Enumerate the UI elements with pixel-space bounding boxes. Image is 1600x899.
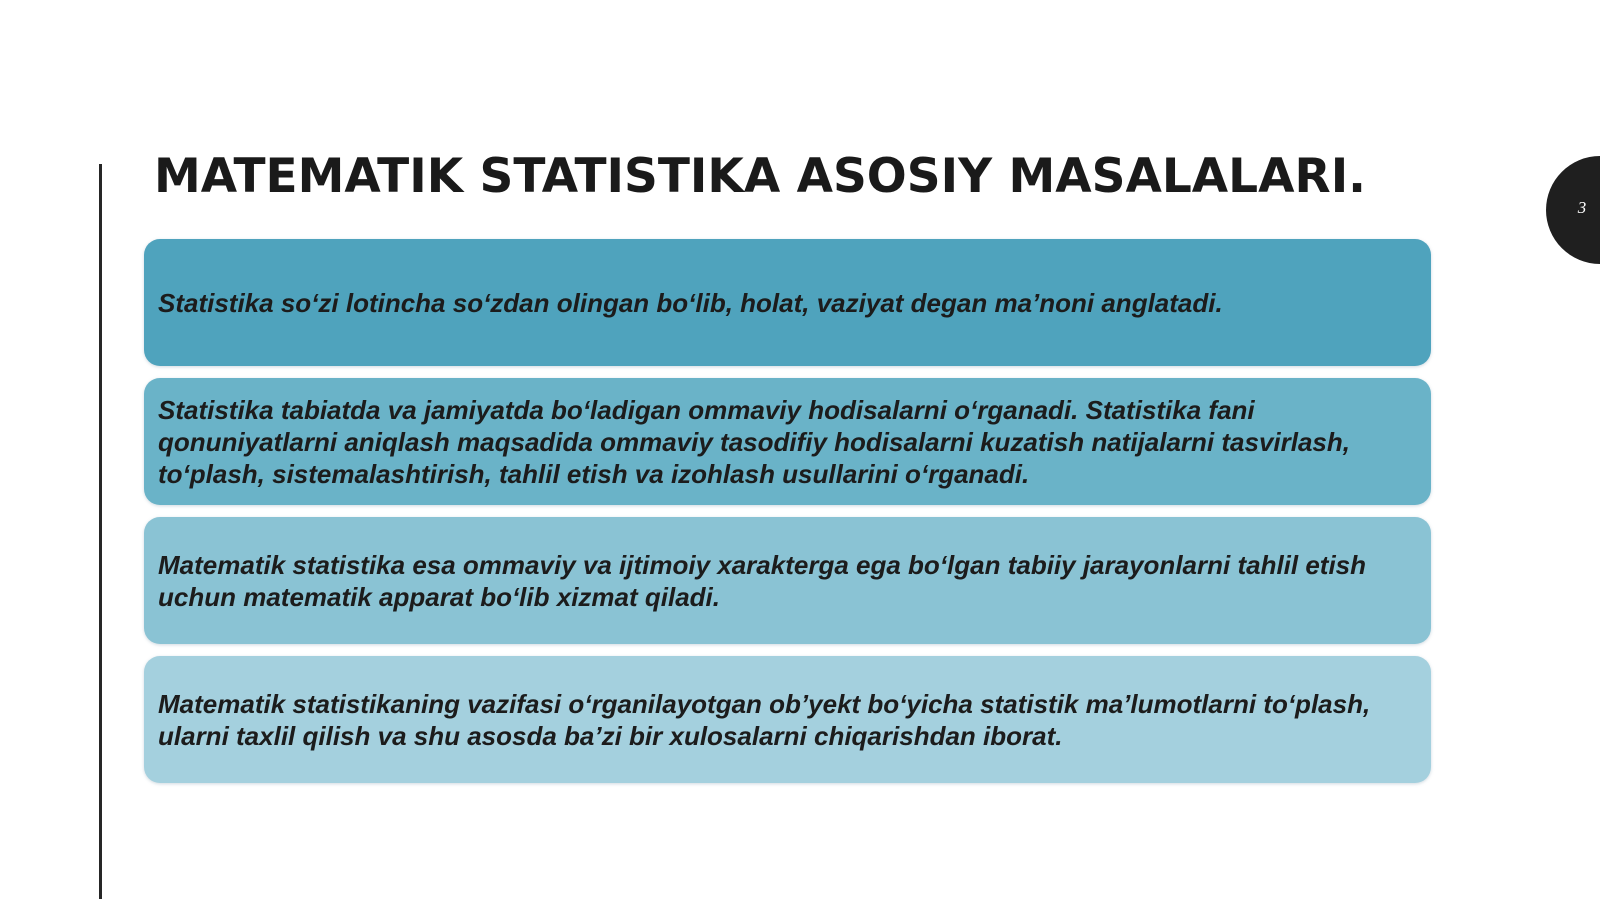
content-box-text: Matematik statistika esa ommaviy va ijtimoiy xarakterga ega bo‘lgan tabiiy jarayonlarni tahlil etish uchun matematik apparat bo‘lib xizmat qiladi. [158,549,1367,612]
content-box-2 [144,378,1431,505]
content-box-text: Statistika tabiatda va jamiyatda bo‘ladigan ommaviy hodisalarni o‘rganadi. Statistika fani qonuniyatlarni aniqlash maqsadida ommaviy tasodifiy hodisalarni kuzatish natijalarni tasvirlash, to‘plash, sistemalashtirish, tahlil etish va izohlash usullarini o‘rganadi. [158,394,1351,489]
left-accent-line [99,164,102,899]
content-box-4 [144,656,1431,783]
content-box-text: Statistika so‘zi lotincha so‘zdan olingan bo‘lib, holat, vaziyat degan ma’noni anglatadi. [158,287,1223,318]
slide-title: MATEMATIK STATISTIKA ASOSIY MASALALARI. [154,149,1367,204]
content-box-text: Matematik statistikaning vazifasi o‘rganilayotgan ob’yekt bo‘yicha statistik ma’lumotlarni to‘plash, ularni taxlil qilish va shu asosda ba’zi bir xulosalarni chiqarishdan iborat. [158,688,1371,751]
content-box-3 [144,517,1431,644]
content-box-1 [144,239,1431,366]
page-number: 3 [1577,198,1587,217]
